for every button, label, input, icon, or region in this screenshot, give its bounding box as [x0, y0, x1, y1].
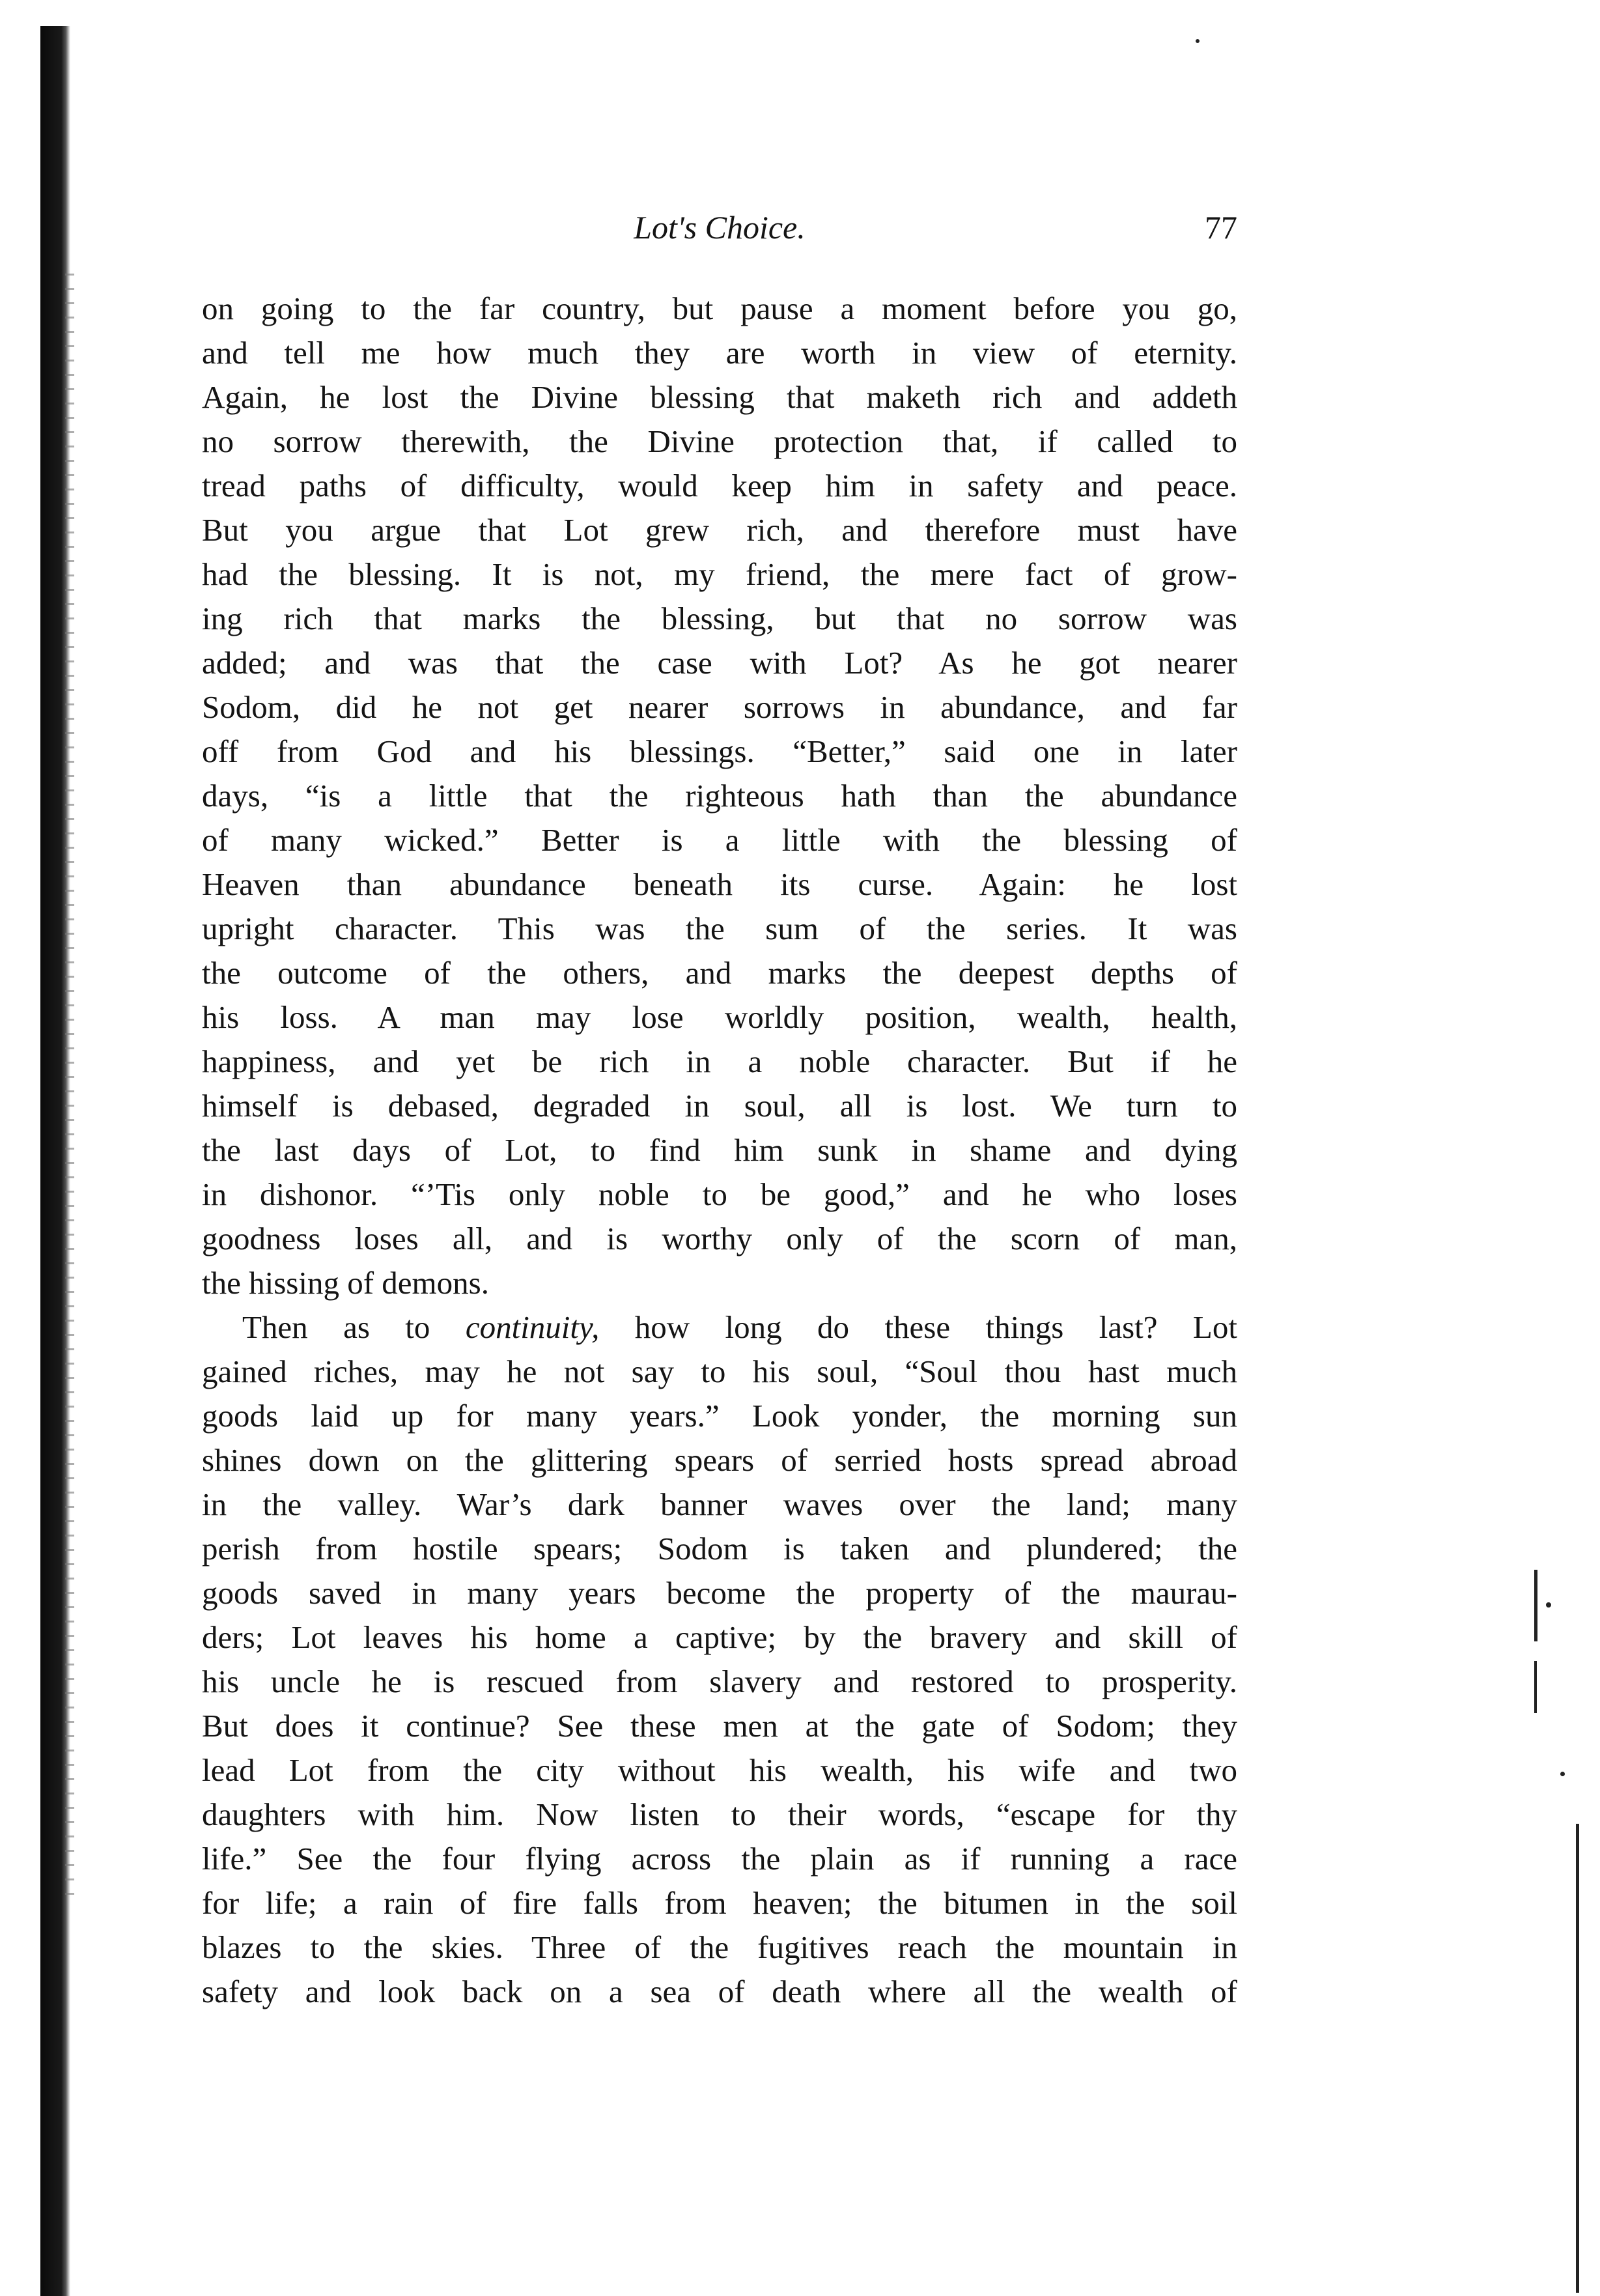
page-header — [202, 207, 1237, 248]
text-line: shines down on the glittering spears of serried hosts spread abroad — [202, 1442, 1237, 1478]
text-line: Again, he lost the Divine blessing that maketh rich and addeth — [202, 379, 1237, 415]
italic-term: continuity, — [465, 1309, 600, 1345]
text-line: goods saved in many years become the property of the maurau- — [202, 1575, 1237, 1611]
text-run: how long do these things last? Lot — [599, 1309, 1237, 1345]
text-line: of many wicked.” Better is a little with the blessing of — [202, 822, 1237, 858]
text-line: tread paths of difficulty, would keep him in safety and peace. — [202, 468, 1237, 503]
paragraph-end-line: the hissing of demons. — [202, 1265, 489, 1301]
running-title: Lot's Choice. — [634, 209, 806, 246]
margin-mark — [1534, 1570, 1537, 1641]
text-line: Heaven than abundance beneath its curse. Again: he lost — [202, 866, 1237, 902]
text-line: upright character. This was the sum of the series. It was — [202, 911, 1237, 946]
text-line: had the blessing. It is not, my friend, the mere fact of grow- — [202, 556, 1237, 592]
margin-mark — [1560, 1772, 1565, 1776]
text-line: daughters with him. Now listen to their words, “escape for thy — [202, 1796, 1237, 1832]
text-line: perish from hostile spears; Sodom is taken and plundered; the — [202, 1531, 1237, 1566]
text-line: the last days of Lot, to find him sunk in shame and dying — [202, 1132, 1237, 1168]
text-line: off from God and his blessings. “Better,” said one in later — [202, 733, 1237, 769]
text-line: gained riches, may he not say to his soul, “Soul thou hast much — [202, 1354, 1237, 1389]
text-line: But does it continue? See these men at the gate of Sodom; they — [202, 1708, 1237, 1744]
text-line: in the valley. War’s dark banner waves over the land; many — [202, 1486, 1237, 1522]
text-line: days, “is a little that the righteous hath than the abundance — [202, 778, 1237, 814]
text-line: ing rich that marks the blessing, but that no sorrow was — [202, 601, 1237, 636]
text-line: goods laid up for many years.” Look yonder, the morning sun — [202, 1398, 1237, 1434]
margin-mark — [1546, 1602, 1551, 1608]
paragraph-start-line — [202, 1305, 1237, 1350]
text-line: for life; a rain of fire falls from heaven; the bitumen in the soil — [202, 1885, 1237, 1921]
body-text — [202, 287, 1237, 2014]
text-line: the outcome of the others, and marks the deepest depths of — [202, 955, 1237, 991]
text-line: Sodom, did he not get nearer sorrows in abundance, and far — [202, 689, 1237, 725]
text-line: goodness loses all, and is worthy only of the scorn of man, — [202, 1221, 1237, 1256]
text-line: in dishonor. “’Tis only noble to be good,” and he who loses — [202, 1176, 1237, 1212]
text-line: and tell me how much they are worth in view of eternity. — [202, 335, 1237, 371]
text-line: lead Lot from the city without his wealth, his wife and two — [202, 1752, 1237, 1788]
text-line: added; and was that the case with Lot? As he got nearer — [202, 645, 1237, 681]
text-run: Then as to — [242, 1309, 466, 1345]
text-line: himself is debased, degraded in soul, all is lost. We turn to — [202, 1088, 1237, 1124]
binding-shadow — [65, 274, 74, 1902]
text-line: safety and look back on a sea of death where all the wealth of — [202, 1974, 1237, 2009]
text-line: ders; Lot leaves his home a captive; by the bravery and skill of — [202, 1619, 1237, 1655]
margin-mark — [1576, 1824, 1579, 2293]
text-line: his loss. A man may lose worldly position, wealth, health, — [202, 999, 1237, 1035]
text-line: his uncle he is rescued from slavery and restored to prosperity. — [202, 1664, 1237, 1699]
page-number: 77 — [1205, 209, 1237, 246]
text-line: no sorrow therewith, the Divine protection that, if called to — [202, 423, 1237, 459]
margin-mark — [1196, 39, 1200, 43]
text-line: blazes to the skies. Three of the fugitives reach the mountain in — [202, 1929, 1237, 1965]
margin-mark — [1534, 1661, 1537, 1713]
text-line: But you argue that Lot grew rich, and therefore must have — [202, 512, 1237, 548]
text-line: on going to the far country, but pause a moment before you go, — [202, 291, 1237, 326]
text-line: life.” See the four flying across the plain as if running a race — [202, 1841, 1237, 1877]
text-line: happiness, and yet be rich in a noble character. But if he — [202, 1043, 1237, 1079]
